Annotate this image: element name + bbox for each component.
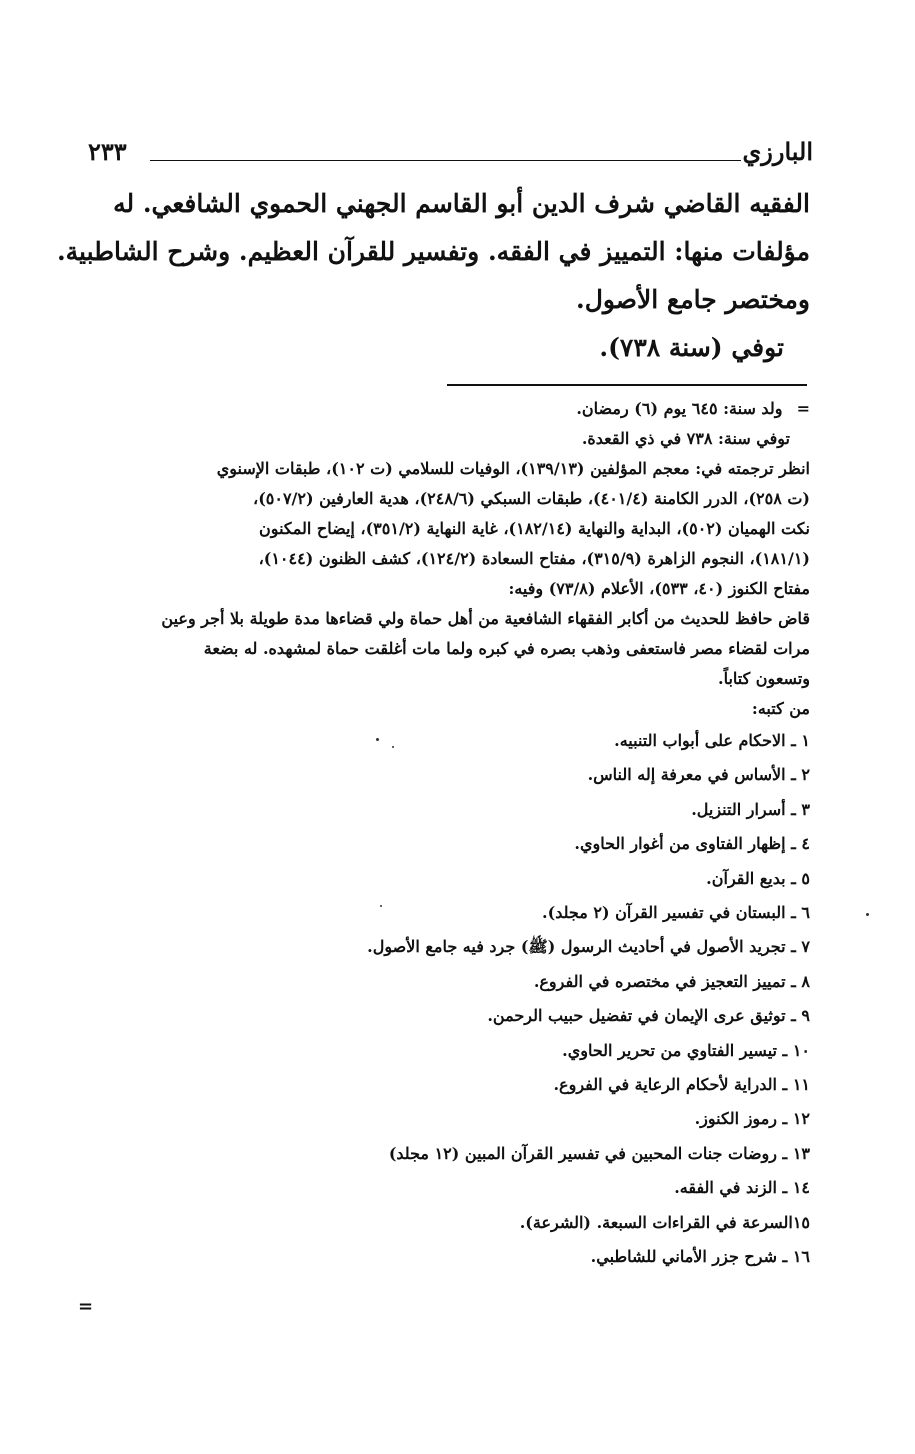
header-rule bbox=[150, 160, 741, 161]
scan-speck bbox=[376, 738, 379, 741]
scan-speck bbox=[866, 913, 869, 916]
book-list-item: ٦ ـ البستان في تفسير القرآن (٢ مجلد). bbox=[542, 903, 810, 923]
main-text-line: الفقيه القاضي شرف الدين أبو القاسم الجهني الحموي الشافعي. له bbox=[113, 189, 810, 218]
book-list-item: ١٥السرعة في القراءات السبعة. (الشرعة). bbox=[519, 1212, 810, 1232]
footnote-line: نكت الهميان (٥٠٢)، البداية والنهاية (١٨٢/١٤)، غاية النهاية (٣٥١/٢)، إيضاح المكنون bbox=[259, 519, 810, 538]
page-number: ٢٣٣ bbox=[88, 137, 127, 166]
book-list-item: ٩ ـ توثيق عرى الإيمان في تفضيل حبيب الرحمن. bbox=[487, 1006, 810, 1026]
book-list-item: ١٤ ـ الزند في الفقه. bbox=[674, 1178, 810, 1198]
footnote-line: مفتاح الكنوز (٤٠، ٥٣٣)، الأعلام (٧٣/٨) وفيه: bbox=[508, 579, 810, 598]
footnote-line: قاض حافظ للحديث من أكابر الفقهاء الشافعية من أهل حماة ولي قضاءها مدة طويلة بلا أجر وعين bbox=[161, 609, 810, 628]
book-list-item: ٥ ـ بديع القرآن. bbox=[706, 868, 810, 888]
book-list-item: ٨ ـ تمييز التعجيز في مختصره في الفروع. bbox=[533, 971, 810, 991]
main-text bbox=[56, 180, 810, 372]
book-list-item: ١٦ ـ شرح جزر الأماني للشاطبي. bbox=[590, 1247, 810, 1267]
book-list-item: ١٣ ـ روضات جنات المحبين في تفسير القرآن المبين (١٢ مجلد) bbox=[388, 1143, 810, 1163]
footnote-line: وتسعون كتاباً. bbox=[718, 669, 810, 688]
book-list-item: ٣ ـ أسرار التنزيل. bbox=[691, 799, 810, 819]
footnote-line: توفي سنة: ٧٣٨ في ذي القعدة. bbox=[581, 429, 790, 448]
page-header bbox=[88, 137, 813, 177]
book-list-item: ٤ ـ إظهار الفتاوى من أغوار الحاوي. bbox=[574, 834, 810, 854]
footnote-line: انظر ترجمته في: معجم المؤلفين (١٣٩/١٣)، الوفيات للسلامي (ت ١٠٢)، طبقات الإسنوي bbox=[216, 459, 810, 478]
scan-speck bbox=[380, 905, 382, 907]
book-list-item: ٢ ـ الأساس في معرفة إله الناس. bbox=[587, 765, 810, 785]
footnote-line: (ت ٢٥٨)، الدرر الكامنة (٤٠١/٤)، طبقات السبكي (٢٤٨/٦)، هدية العارفين (٥٠٧/٢)، bbox=[253, 489, 810, 508]
book-list-item: ٧ ـ تجريد الأصول في أحاديث الرسول (ﷺ) جرد فيه جامع الأصول. bbox=[367, 937, 810, 957]
footnote-line bbox=[95, 394, 810, 424]
footnote bbox=[95, 394, 810, 1275]
main-text-line: ومختصر جامع الأصول. bbox=[575, 285, 810, 314]
book-list-item: ١٠ ـ تيسير الفتاوي من تحرير الحاوي. bbox=[562, 1040, 810, 1060]
main-text-line: توفي (سنة ٧٣٨). bbox=[599, 333, 784, 362]
footnote-continues-marker: = bbox=[78, 1296, 94, 1317]
footnote-line: مرات لقضاء مصر فاستعفى وذهب بصره في كبره ولما مات أغلقت حماة لمشهده. له بضعة bbox=[203, 639, 810, 658]
book-list-item: ١٢ ـ رموز الكنوز. bbox=[694, 1109, 810, 1129]
footnote-line: (١٨١/١)، النجوم الزاهرة (٣١٥/٩)، مفتاح السعادة (١٢٤/٢)، كشف الظنون (١٠٤٤)، bbox=[258, 549, 810, 568]
book-list-item: ١١ ـ الدراية لأحكام الرعاية في الفروع. bbox=[553, 1075, 810, 1095]
footnote-line: من كتبه: bbox=[751, 699, 810, 718]
footnote-line-text: ولد سنة: ٦٤٥ يوم (٦) رمضان. bbox=[576, 399, 783, 418]
book-list-item: ١ ـ الاحكام على أبواب التنبيه. bbox=[614, 731, 810, 750]
footnote-continuation-marker: = bbox=[796, 399, 810, 418]
running-title: البارزي bbox=[742, 137, 813, 166]
main-text-line: مؤلفات منها: التمييز في الفقه. وتفسير للقرآن العظيم. وشرح الشاطبية. bbox=[56, 237, 810, 266]
scan-speck bbox=[392, 746, 394, 748]
footnote-separator bbox=[447, 384, 807, 386]
